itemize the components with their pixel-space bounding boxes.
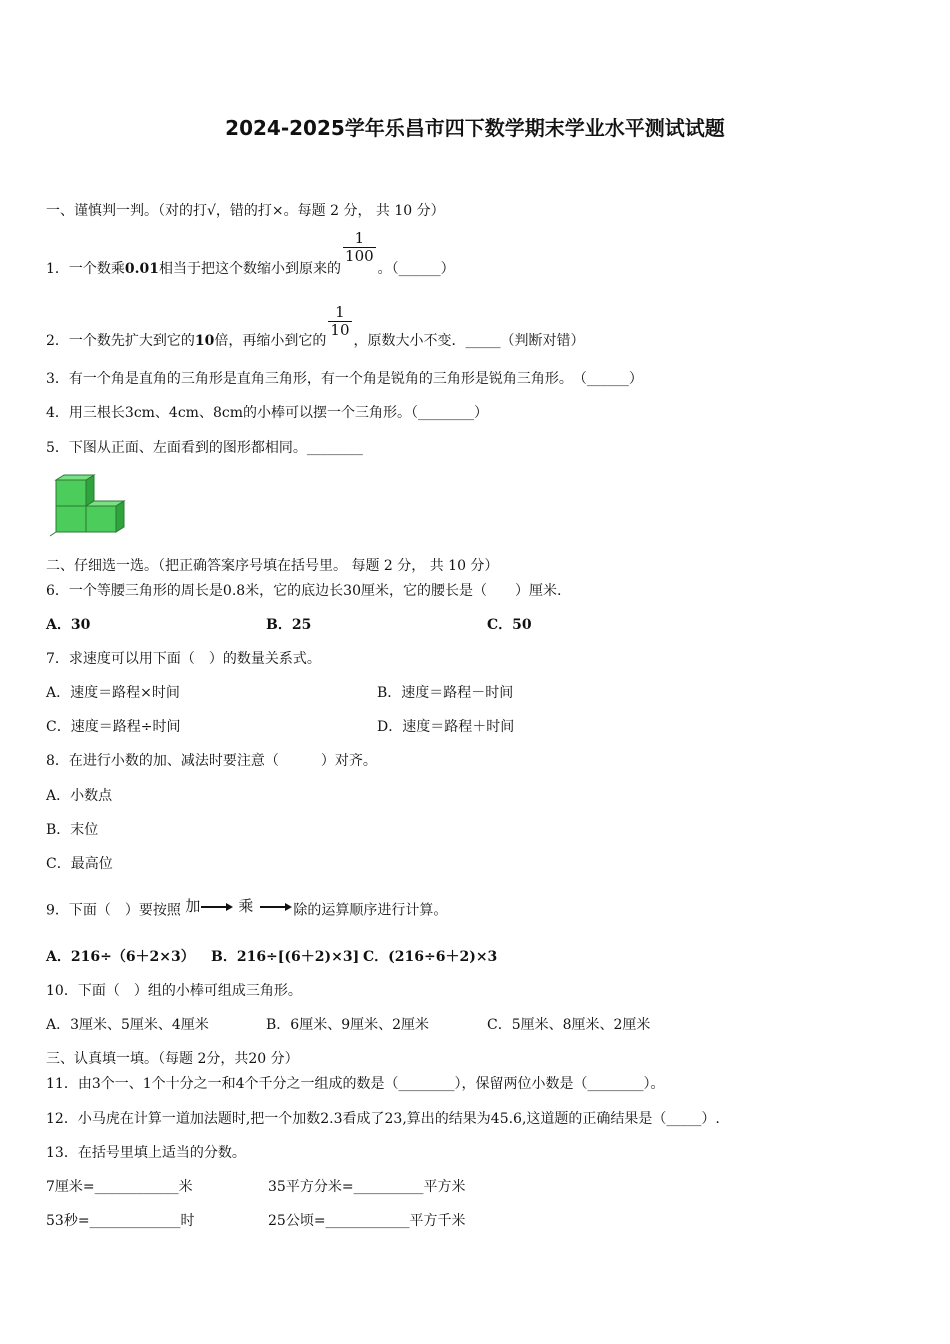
q6-option-c[interactable]: C．50	[487, 617, 532, 633]
q8-option-c[interactable]: C．最高位	[46, 856, 113, 872]
q13-item-1[interactable]: 7厘米=____________米	[46, 1179, 193, 1195]
section2-heading: 二、仔细选一选。（把正确答案序号填在括号里。 每题 2 分， 共 10 分）	[46, 558, 499, 574]
q8-option-b[interactable]: B．末位	[46, 822, 99, 838]
question-1: 1．一个数乘0.01相当于把这个数缩小到原来的 $\frac{1}{100}$ 。（______）	[46, 229, 455, 277]
q13-item-4[interactable]: 25公顷=____________平方千米	[268, 1213, 466, 1229]
fraction-1-100: $\frac{1}{100}$	[345, 229, 374, 265]
q10-option-c[interactable]: C．5厘米、8厘米、2厘米	[487, 1017, 651, 1033]
cube-figure	[46, 472, 126, 538]
page-title: 2024-2025学年乐昌市四下数学期末学业水平测试试题	[225, 116, 725, 140]
question-5: 5．下图从正面、左面看到的图形都相同。________	[46, 440, 363, 456]
q6-option-a[interactable]: A．30	[46, 617, 91, 633]
q10-option-a[interactable]: A．3厘米、5厘米、4厘米	[46, 1017, 209, 1033]
operation-order-figure: 加 乘	[185, 896, 293, 917]
arrow-right-icon	[259, 902, 293, 912]
question-9: 9．下面（ ）要按照 加 乘 除的运算顺序进行计算。	[46, 897, 448, 919]
question-8: 8．在进行小数的加、减法时要注意（ ）对齐。	[46, 753, 377, 769]
question-13: 13．在括号里填上适当的分数。	[46, 1145, 246, 1161]
arrow-right-icon	[200, 902, 234, 912]
question-10: 10．下面（ ）组的小棒可组成三角形。	[46, 983, 302, 999]
section3-heading: 三、认真填一填。（每题 2分，共20 分）	[46, 1051, 299, 1067]
q7-option-b[interactable]: B．速度＝路程－时间	[377, 685, 514, 701]
question-4: 4．用三根长3cm、4cm、8cm的小棒可以摆一个三角形。（________）	[46, 405, 488, 421]
q6-option-b[interactable]: B．25	[266, 617, 312, 633]
section1-heading: 一、谨慎判一判。（对的打√，错的打×。每题 2 分， 共 10 分）	[46, 203, 445, 219]
q9-option-b[interactable]: B．216÷[(6＋2)×3]	[211, 949, 360, 965]
q7-option-c[interactable]: C．速度＝路程÷时间	[46, 719, 181, 735]
q13-item-2[interactable]: 35平方分米=__________平方米	[268, 1179, 466, 1195]
question-12: 12．小马虎在计算一道加法题时,把一个加数2.3看成了23,算出的结果为45.6,这道题的正确结果是（_____）.	[46, 1111, 720, 1127]
q7-option-d[interactable]: D．速度＝路程＋时间	[377, 719, 515, 735]
q13-item-3[interactable]: 53秒=_____________时	[46, 1213, 195, 1229]
question-7: 7．求速度可以用下面（ ）的数量关系式。	[46, 651, 321, 667]
question-3: 3．有一个角是直角的三角形是直角三角形，有一个角是锐角的三角形是锐角三角形。 （______）	[46, 371, 643, 387]
q9-option-a[interactable]: A．216÷（6＋2×3）	[46, 949, 195, 965]
q10-option-b[interactable]: B．6厘米、9厘米、2厘米	[266, 1017, 430, 1033]
fraction-1-10: $\frac{1}{10}$	[330, 303, 350, 339]
question-6: 6．一个等腰三角形的周长是0.8米，它的底边长30厘米，它的腰长是（ ）厘米.	[46, 583, 562, 599]
q7-option-a[interactable]: A．速度＝路程×时间	[46, 685, 180, 701]
question-2: 2．一个数先扩大到它的10倍，再缩小到它的 $\frac{1}{10}$ ，原数大小不变．_____（判断对错）	[46, 303, 585, 349]
q8-option-a[interactable]: A．小数点	[46, 788, 113, 804]
q9-option-c[interactable]: C．(216÷6＋2)×3	[363, 949, 498, 965]
question-11: 11．由3个一、1个十分之一和4个千分之一组成的数是（________），保留两位小数是（________）。	[46, 1076, 665, 1092]
